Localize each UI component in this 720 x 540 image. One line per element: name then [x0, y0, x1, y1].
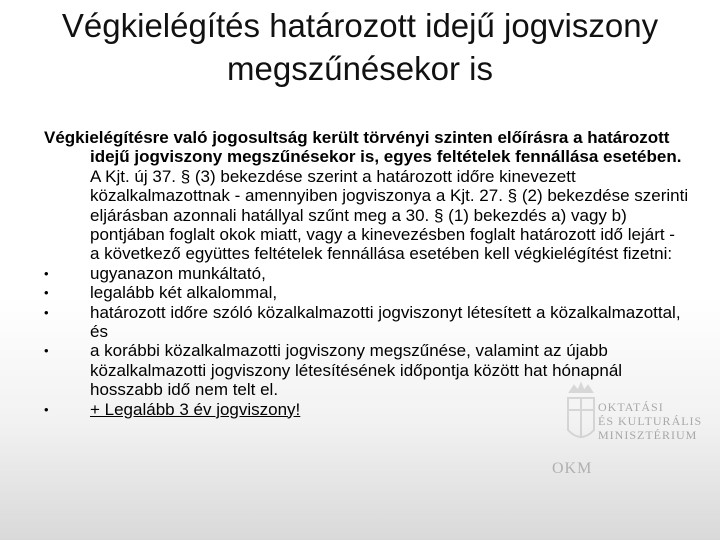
intro-paragraph: [44, 128, 689, 264]
bullet-icon: •: [44, 304, 49, 320]
list-item: [44, 303, 689, 342]
bullet-icon: •: [44, 265, 49, 281]
bullet-icon: •: [44, 343, 49, 359]
list-item: [44, 264, 689, 283]
slide-body: [44, 128, 689, 419]
intro-bold-text: Végkielégítésre való jogosultság került törvényi szinten előírásra a határozott idejű jogviszony megszűnésekor is, egyes feltételek fennállása esetében.: [44, 128, 682, 167]
list-item-text: határozott időre szóló közalkalmazotti jogviszonyt létesített a közalkalmazottal, és: [90, 302, 681, 342]
list-item-text-emphasis: + Legalább 3 év jogviszony!: [90, 399, 301, 419]
condition-list: [44, 264, 689, 419]
list-item-text: a korábbi közalkalmazotti jogviszony megszűnése, valamint az újabb közalkalmazotti jogviszony létesítésének időpontja között hat hónapnál hosszabb idő nem telt el.: [90, 341, 623, 400]
ministry-line-2: ÉS KULTURÁLIS: [598, 414, 703, 428]
list-item-text: ugyanazon munkáltató,: [90, 263, 266, 283]
slide-title: [20, 4, 700, 90]
list-item: [44, 341, 689, 399]
intro-text: A Kjt. új 37. § (3) bekezdése szerint a határozott időre kinevezett közalkalmazottnak - amennyiben jogviszonya a Kjt. 27. § (2) bekezdése szerinti eljárásban azonnali hatállyal szűnt meg a 30. § (1) bekezdés a) vagy b) pontjában foglalt okok miatt, vagy a kinevezésben foglalt határozott idő lejárt - a következő együttes feltételek fennállása esetében kell végkielégítést fizetni:: [90, 166, 689, 264]
list-item: [44, 283, 689, 302]
bullet-icon: •: [44, 285, 49, 301]
bullet-icon: •: [44, 401, 49, 417]
list-item: [44, 400, 689, 419]
list-item-text: legalább két alkalommal,: [90, 283, 278, 303]
title-line-2: megszűnésekor is: [227, 50, 493, 87]
title-line-1: Végkielégítés határozott idejű jogviszony: [61, 7, 659, 44]
okm-watermark: OKM: [552, 460, 593, 477]
ministry-line-1: OKTATÁSI: [598, 400, 664, 414]
ministry-line-3: MINISZTÉRIUM: [598, 428, 698, 442]
